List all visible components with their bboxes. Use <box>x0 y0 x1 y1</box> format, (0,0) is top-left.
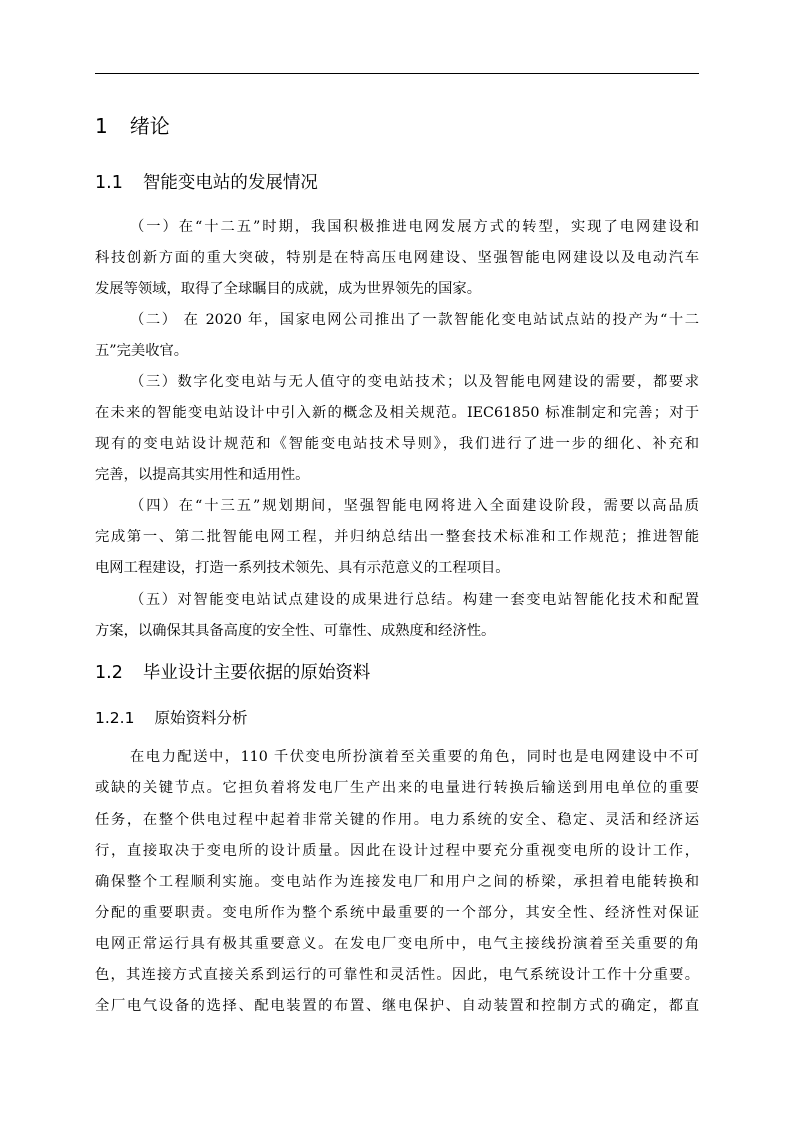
paragraph-line: 电网正常运行具有极其重要意义。在发电厂变电所中，电气主接线扮演着至关重要的角 <box>95 936 699 952</box>
paragraph-line: 发展等领域，取得了全球瞩目的成就，成为世界领先的国家。 <box>95 281 482 297</box>
paragraph-line: 色，其连接方式直接关系到运行的可靠性和灵活性。因此，电气系统设计工作十分重要。 <box>95 967 699 983</box>
paragraph-line: 确保整个工程顺利实施。变电站作为连接发电厂和用户之间的桥梁，承担着电能转换和 <box>95 874 699 890</box>
paragraph-line: 任务，在整个供电过程中起着非常关键的作用。电力系统的安全、稳定、灵活和经济运 <box>95 812 699 828</box>
chapter-heading <box>95 112 170 140</box>
paragraph-line: 全厂电气设备的选择、配电装置的布置、继电保护、自动装置和控制方式的确定，都直 <box>95 998 699 1014</box>
section-heading-1-1 <box>95 170 318 196</box>
paragraph-line: （五）对智能变电站试点建设的成果进行总结。构建一套变电站智能化技术和配置 <box>130 592 699 608</box>
paragraph-line: 在未来的智能变电站设计中引入新的概念及相关规范。IEC61850 标准制定和完善；对于 <box>95 405 699 421</box>
paragraph-line: 分配的重要职责。变电所作为整个系统中最重要的一个部分，其安全性、经济性对保证 <box>95 905 699 921</box>
header-rule <box>95 73 699 74</box>
paragraph-line: （一）在“十二五”时期，我国积极推进电网发展方式的转型，实现了电网建设和 <box>130 219 699 235</box>
paragraph-line: 五”完美收官。 <box>95 343 189 359</box>
subsection-heading-1-2-1 <box>95 706 247 730</box>
paragraph-line: （四）在“十三五”规划期间，坚强智能电网将进入全面建设阶段，需要以高品质 <box>130 498 699 514</box>
section-title: 智能变电站的发展情况 <box>142 173 318 193</box>
section-number: 1.2 <box>95 663 123 683</box>
paragraph-line: 方案，以确保其具备高度的安全性、可靠性、成熟度和经济性。 <box>95 623 496 639</box>
paragraph-line: （三）数字化变电站与无人值守的变电站技术；以及智能电网建设的需要，都要求 <box>130 374 699 390</box>
section-heading-1-2 <box>95 660 370 686</box>
paragraph-line: 科技创新方面的重大突破，特别是在特高压电网建设、坚强智能电网建设以及电动汽车 <box>95 250 699 266</box>
paragraph-line: 在电力配送中，110 千伏变电所扮演着至关重要的角色，同时也是电网建设中不可 <box>130 749 699 765</box>
paragraph-line: 完善，以提高其实用性和适用性。 <box>95 467 310 483</box>
paragraph-line: 现有的变电站设计规范和《智能变电站技术导则》，我们进行了进一步的细化、补充和 <box>95 436 699 452</box>
paragraph-line: 电网工程建设，打造一系列技术领先、具有示范意义的工程项目。 <box>95 560 510 576</box>
paragraph-line: （二） 在 2020 年，国家电网公司推出了一款智能化变电站试点站的投产为“十二 <box>130 312 699 328</box>
paragraph-line: 行，直接取决于变电所的设计质量。因此在设计过程中要充分重视变电所的设计工作， <box>95 843 699 859</box>
paragraph-line: 或缺的关键节点。它担负着将发电厂生产出来的电量进行转换后输送到用电单位的重要 <box>95 780 699 796</box>
section-title: 毕业设计主要依据的原始资料 <box>142 663 371 683</box>
subsection-number: 1.2.1 <box>95 709 135 727</box>
chapter-number: 1 <box>95 114 108 138</box>
paragraph-line: 完成第一、第二批智能电网工程，并归纳总结出一整套技术标准和工作规范；推进智能 <box>95 529 699 545</box>
section-number: 1.1 <box>95 173 123 193</box>
subsection-title: 原始资料分析 <box>154 709 248 727</box>
chapter-title: 绪论 <box>129 114 170 138</box>
